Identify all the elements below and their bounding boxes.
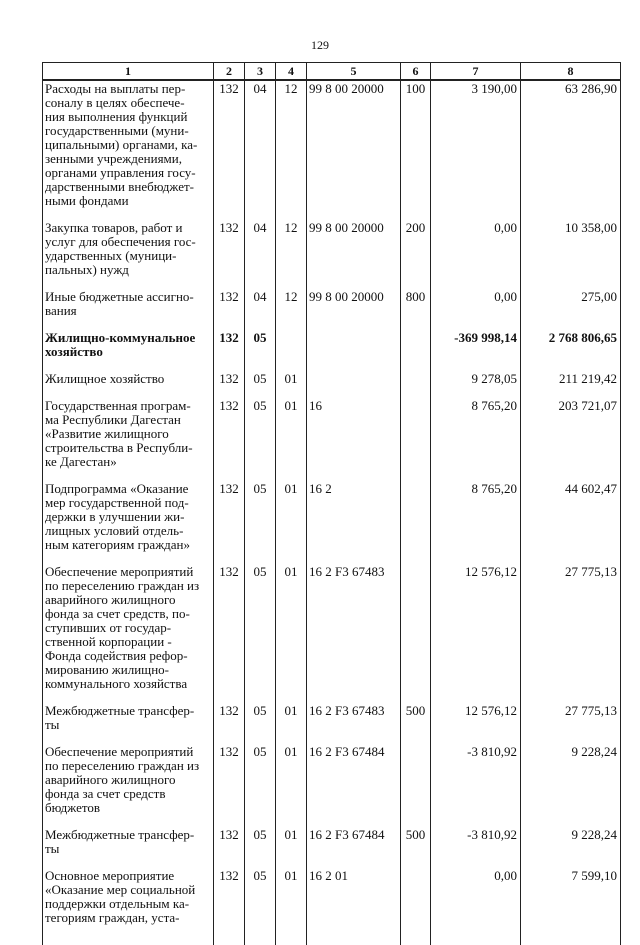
row-code-cell: 132 (214, 289, 245, 330)
row-amount-change-cell: 0,00 (431, 289, 521, 330)
row-expense-type-cell (401, 564, 431, 703)
row-name-cell: Обеспечение мероприятий по переселению граждан из аварийного жилищного фонда за счет средств бюджетов (43, 744, 214, 827)
row-subsection-cell: 12 (276, 289, 307, 330)
row-expense-type-cell (401, 744, 431, 827)
column-header: 1 (43, 63, 214, 81)
row-code-cell: 132 (214, 220, 245, 289)
row-amount-total-cell: 27 775,13 (521, 564, 621, 703)
row-section-cell: 05 (245, 744, 276, 827)
row-amount-total-cell: 7 599,10 (521, 868, 621, 937)
row-amount-change-cell: 0,00 (431, 220, 521, 289)
row-target-article-cell: 16 2 F3 67483 (307, 703, 401, 744)
row-name-cell: Подпрограмма «Оказание мер государственной под- держки в улучшении жи- лищных условий отдель- ным категориям граждан» (43, 481, 214, 564)
row-name-cell: Государственная програм- ма Республики Дагестан «Развитие жилищного строительства в Республи- ке Дагестан» (43, 398, 214, 481)
row-amount-total-cell: 10 358,00 (521, 220, 621, 289)
table-row (43, 398, 621, 481)
row-subsection-cell (276, 330, 307, 371)
table-row (43, 80, 621, 220)
row-target-article-cell: 99 8 00 20000 (307, 289, 401, 330)
row-code-cell: 132 (214, 703, 245, 744)
row-name-cell: Расходы на выплаты пер- соналу в целях обеспече- ния выполнения функций государственными (муни- ципальными) органами, ка- зенными учреждениями, органами управления госу- дарственными внебюджет- ными фондами (43, 80, 214, 220)
row-code-cell: 132 (214, 80, 245, 220)
row-name-cell: Жилищное хозяйство (43, 371, 214, 398)
table-row (43, 868, 621, 937)
row-amount-change-cell: 8 765,20 (431, 398, 521, 481)
row-expense-type-cell (401, 330, 431, 371)
row-target-article-cell: 16 2 01 (307, 868, 401, 937)
row-target-article-cell: 16 2 F3 67484 (307, 744, 401, 827)
row-amount-total-cell: 2 768 806,65 (521, 330, 621, 371)
row-code-cell: 132 (214, 564, 245, 703)
row-section-cell: 04 (245, 289, 276, 330)
table-body (43, 80, 621, 945)
row-name-cell: Жилищно-коммунальное хозяйство (43, 330, 214, 371)
row-expense-type-cell (401, 868, 431, 937)
row-name-cell: Обеспечение мероприятий по переселению граждан из аварийного жилищного фонда за счет средств, по- ступивших от государ- ственной корпорации - Фонда содействия рефор- мированию жилищно- коммунального хозяйства (43, 564, 214, 703)
row-amount-change-cell: 9 278,05 (431, 371, 521, 398)
column-header: 5 (307, 63, 401, 81)
row-subsection-cell: 01 (276, 827, 307, 868)
table-row (43, 289, 621, 330)
row-amount-change-cell: -3 810,92 (431, 827, 521, 868)
row-amount-total-cell: 9 228,24 (521, 744, 621, 827)
row-amount-total-cell: 9 228,24 (521, 827, 621, 868)
row-amount-total-cell: 44 602,47 (521, 481, 621, 564)
row-code-cell: 132 (214, 398, 245, 481)
row-subsection-cell: 01 (276, 371, 307, 398)
row-name-cell: Межбюджетные трансфер- ты (43, 703, 214, 744)
table-row (43, 703, 621, 744)
row-subsection-cell: 12 (276, 220, 307, 289)
row-amount-total-cell: 203 721,07 (521, 398, 621, 481)
row-expense-type-cell (401, 398, 431, 481)
row-amount-change-cell: 8 765,20 (431, 481, 521, 564)
row-name-cell: Закупка товаров, работ и услуг для обеспечения гос- ударственных (муници- пальных) нужд (43, 220, 214, 289)
row-target-article-cell: 16 2 (307, 481, 401, 564)
row-expense-type-cell: 800 (401, 289, 431, 330)
row-amount-total-cell: 275,00 (521, 289, 621, 330)
table-row (43, 330, 621, 371)
row-amount-change-cell: -369 998,14 (431, 330, 521, 371)
row-code-cell: 132 (214, 827, 245, 868)
table-row (43, 481, 621, 564)
row-section-cell: 05 (245, 827, 276, 868)
row-subsection-cell: 01 (276, 744, 307, 827)
budget-table (42, 62, 621, 945)
row-subsection-cell: 01 (276, 481, 307, 564)
row-name-cell: Иные бюджетные ассигно- вания (43, 289, 214, 330)
row-section-cell: 05 (245, 564, 276, 703)
row-name-cell: Межбюджетные трансфер- ты (43, 827, 214, 868)
table-header-row (43, 63, 621, 81)
table-row (43, 827, 621, 868)
row-expense-type-cell: 500 (401, 703, 431, 744)
column-header: 4 (276, 63, 307, 81)
row-target-article-cell: 16 (307, 398, 401, 481)
row-section-cell: 05 (245, 398, 276, 481)
row-section-cell: 05 (245, 868, 276, 937)
table-row (43, 744, 621, 827)
row-subsection-cell: 12 (276, 80, 307, 220)
row-code-cell: 132 (214, 744, 245, 827)
row-expense-type-cell: 100 (401, 80, 431, 220)
row-target-article-cell (307, 371, 401, 398)
row-code-cell: 132 (214, 371, 245, 398)
row-section-cell: 04 (245, 220, 276, 289)
row-amount-total-cell: 63 286,90 (521, 80, 621, 220)
column-header: 8 (521, 63, 621, 81)
row-amount-change-cell: 3 190,00 (431, 80, 521, 220)
column-header: 6 (401, 63, 431, 81)
row-subsection-cell: 01 (276, 564, 307, 703)
row-target-article-cell: 99 8 00 20000 (307, 80, 401, 220)
table-continuation (43, 937, 621, 945)
row-subsection-cell: 01 (276, 703, 307, 744)
column-header: 2 (214, 63, 245, 81)
row-subsection-cell: 01 (276, 868, 307, 937)
row-code-cell: 132 (214, 330, 245, 371)
column-header: 7 (431, 63, 521, 81)
row-section-cell: 05 (245, 481, 276, 564)
row-amount-change-cell: 12 576,12 (431, 703, 521, 744)
row-amount-total-cell: 211 219,42 (521, 371, 621, 398)
row-target-article-cell (307, 330, 401, 371)
row-code-cell: 132 (214, 481, 245, 564)
row-amount-change-cell: 12 576,12 (431, 564, 521, 703)
row-amount-change-cell: -3 810,92 (431, 744, 521, 827)
row-code-cell: 132 (214, 868, 245, 937)
row-subsection-cell: 01 (276, 398, 307, 481)
page-number: 129 (311, 38, 329, 52)
table-row (43, 564, 621, 703)
row-name-cell: Основное мероприятие «Оказание мер социальной поддержки отдельным ка- тегориям граждан, уста- (43, 868, 214, 937)
row-amount-change-cell: 0,00 (431, 868, 521, 937)
row-amount-total-cell: 27 775,13 (521, 703, 621, 744)
row-expense-type-cell (401, 371, 431, 398)
table-row (43, 220, 621, 289)
row-section-cell: 04 (245, 80, 276, 220)
row-target-article-cell: 16 2 F3 67484 (307, 827, 401, 868)
row-target-article-cell: 99 8 00 20000 (307, 220, 401, 289)
column-header: 3 (245, 63, 276, 81)
row-expense-type-cell: 500 (401, 827, 431, 868)
row-section-cell: 05 (245, 703, 276, 744)
row-expense-type-cell (401, 481, 431, 564)
row-target-article-cell: 16 2 F3 67483 (307, 564, 401, 703)
row-section-cell: 05 (245, 371, 276, 398)
row-section-cell: 05 (245, 330, 276, 371)
row-expense-type-cell: 200 (401, 220, 431, 289)
table-row (43, 371, 621, 398)
